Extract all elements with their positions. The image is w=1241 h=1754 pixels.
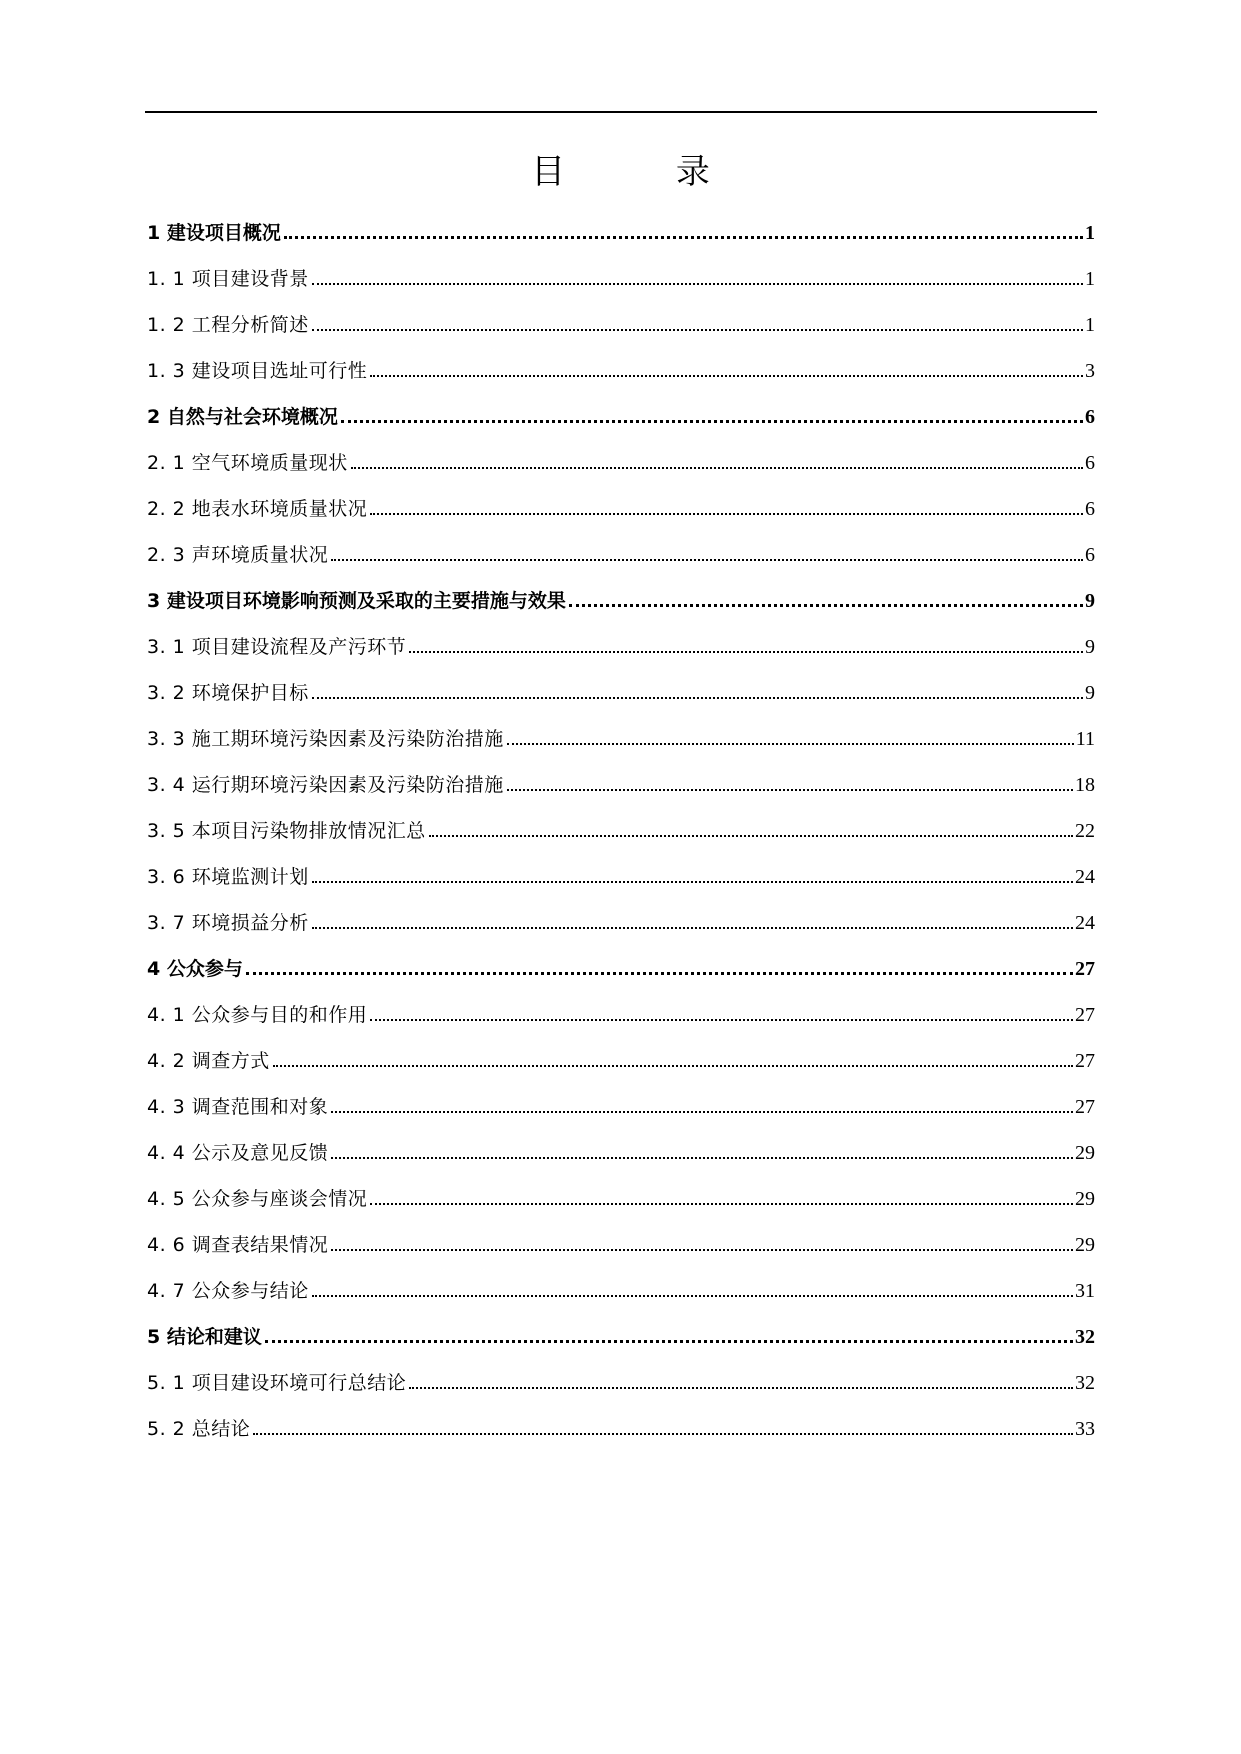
toc-section-entry[interactable] [147,1268,1095,1314]
toc-dot-leader [246,972,1073,975]
toc-section-entry[interactable] [147,854,1095,900]
toc-dot-leader [331,559,1083,561]
toc-page-number: 6 [1085,544,1095,566]
toc-entry-label: 4. 6 调查表结果情况 [147,1234,329,1256]
toc-chapter-entry[interactable] [147,394,1095,440]
toc-chapter-entry[interactable] [147,1314,1095,1360]
toc-section-entry[interactable] [147,1222,1095,1268]
toc-page-number: 31 [1075,1280,1095,1302]
toc-dot-leader [331,1157,1073,1159]
toc-page-number: 9 [1085,636,1095,658]
toc-page-number: 24 [1075,866,1095,888]
toc-page-number: 1 [1085,222,1095,244]
table-of-contents [147,210,1095,1452]
toc-dot-leader [341,420,1083,423]
toc-page-number: 24 [1075,912,1095,934]
toc-page-number: 18 [1075,774,1095,796]
toc-dot-leader [351,467,1083,469]
toc-section-entry[interactable] [147,716,1095,762]
toc-section-entry[interactable] [147,440,1095,486]
toc-entry-label: 3. 7 环境损益分析 [147,912,309,934]
toc-page-number: 32 [1075,1326,1095,1348]
page-title: 目 录 [531,152,760,192]
toc-section-entry[interactable] [147,670,1095,716]
toc-section-entry[interactable] [147,1038,1095,1084]
toc-dot-leader [569,604,1083,607]
toc-page-number: 27 [1075,958,1095,980]
toc-page-number: 27 [1075,1096,1095,1118]
toc-entry-label: 1. 2 工程分析简述 [147,314,309,336]
toc-entry-label: 2 自然与社会环境概况 [147,406,338,428]
toc-chapter-entry[interactable] [147,578,1095,624]
toc-page-number: 32 [1075,1372,1095,1394]
toc-page-number: 27 [1075,1004,1095,1026]
toc-section-entry[interactable] [147,1084,1095,1130]
toc-page-number: 9 [1085,682,1095,704]
toc-page-number: 29 [1075,1188,1095,1210]
toc-section-entry[interactable] [147,532,1095,578]
toc-section-entry[interactable] [147,256,1095,302]
toc-section-entry[interactable] [147,624,1095,670]
toc-dot-leader [265,1340,1073,1343]
toc-page-number: 29 [1075,1142,1095,1164]
toc-dot-leader [370,513,1083,515]
toc-entry-label: 4. 5 公众参与座谈会情况 [147,1188,368,1210]
toc-dot-leader [253,1433,1073,1435]
toc-dot-leader [507,789,1073,791]
toc-dot-leader [507,743,1074,745]
toc-dot-leader [312,881,1073,883]
toc-page-number: 3 [1085,360,1095,382]
toc-entry-label: 1. 1 项目建设背景 [147,268,309,290]
toc-chapter-entry[interactable] [147,946,1095,992]
toc-entry-label: 3 建设项目环境影响预测及采取的主要措施与效果 [147,590,566,612]
toc-dot-leader [312,927,1073,929]
toc-section-entry[interactable] [147,302,1095,348]
toc-entry-label: 5. 2 总结论 [147,1418,251,1440]
toc-entry-label: 3. 6 环境监测计划 [147,866,309,888]
toc-section-entry[interactable] [147,348,1095,394]
toc-section-entry[interactable] [147,1406,1095,1452]
toc-entry-label: 2. 3 声环境质量状况 [147,544,329,566]
toc-section-entry[interactable] [147,486,1095,532]
toc-page-number: 6 [1085,498,1095,520]
toc-entry-label: 2. 2 地表水环境质量状况 [147,498,368,520]
toc-entry-label: 4. 4 公示及意见反馈 [147,1142,329,1164]
toc-entry-label: 5. 1 项目建设环境可行总结论 [147,1372,407,1394]
toc-chapter-entry[interactable] [147,210,1095,256]
toc-dot-leader [370,375,1083,377]
toc-page-number: 22 [1075,820,1095,842]
toc-entry-label: 3. 5 本项目污染物排放情况汇总 [147,820,426,842]
toc-dot-leader [331,1111,1073,1113]
toc-page-number: 27 [1075,1050,1095,1072]
toc-page-number: 9 [1085,590,1095,612]
toc-page-number: 1 [1085,268,1095,290]
header-rule [145,111,1097,113]
toc-page-number: 1 [1085,314,1095,336]
toc-entry-label: 1. 3 建设项目选址可行性 [147,360,368,382]
toc-dot-leader [370,1019,1073,1021]
toc-dot-leader [312,697,1083,699]
toc-dot-leader [429,835,1073,837]
toc-dot-leader [312,1295,1073,1297]
toc-dot-leader [273,1065,1073,1067]
toc-dot-leader [312,329,1083,331]
toc-dot-leader [370,1203,1073,1205]
toc-page-number: 6 [1085,406,1095,428]
toc-dot-leader [331,1249,1073,1251]
toc-section-entry[interactable] [147,1360,1095,1406]
toc-section-entry[interactable] [147,992,1095,1038]
toc-entry-label: 1 建设项目概况 [147,222,281,244]
toc-entry-label: 4. 2 调查方式 [147,1050,270,1072]
toc-dot-leader [312,283,1083,285]
toc-entry-label: 4. 7 公众参与结论 [147,1280,309,1302]
toc-page-number: 6 [1085,452,1095,474]
toc-dot-leader [284,236,1083,239]
toc-section-entry[interactable] [147,900,1095,946]
toc-entry-label: 3. 2 环境保护目标 [147,682,309,704]
toc-dot-leader [409,651,1083,653]
toc-entry-label: 4 公众参与 [147,958,243,980]
toc-page-number: 33 [1075,1418,1095,1440]
toc-section-entry[interactable] [147,1176,1095,1222]
toc-entry-label: 5 结论和建议 [147,1326,262,1348]
toc-entry-label: 3. 4 运行期环境污染因素及污染防治措施 [147,774,504,796]
toc-section-entry[interactable] [147,808,1095,854]
toc-section-entry[interactable] [147,762,1095,808]
toc-section-entry[interactable] [147,1130,1095,1176]
toc-entry-label: 2. 1 空气环境质量现状 [147,452,348,474]
toc-entry-label: 4. 1 公众参与目的和作用 [147,1004,368,1026]
toc-entry-label: 3. 1 项目建设流程及产污环节 [147,636,407,658]
toc-page-number: 29 [1075,1234,1095,1256]
toc-entry-label: 4. 3 调查范围和对象 [147,1096,329,1118]
toc-dot-leader [409,1387,1073,1389]
toc-entry-label: 3. 3 施工期环境污染因素及污染防治措施 [147,728,504,750]
toc-page-number: 11 [1075,728,1095,750]
